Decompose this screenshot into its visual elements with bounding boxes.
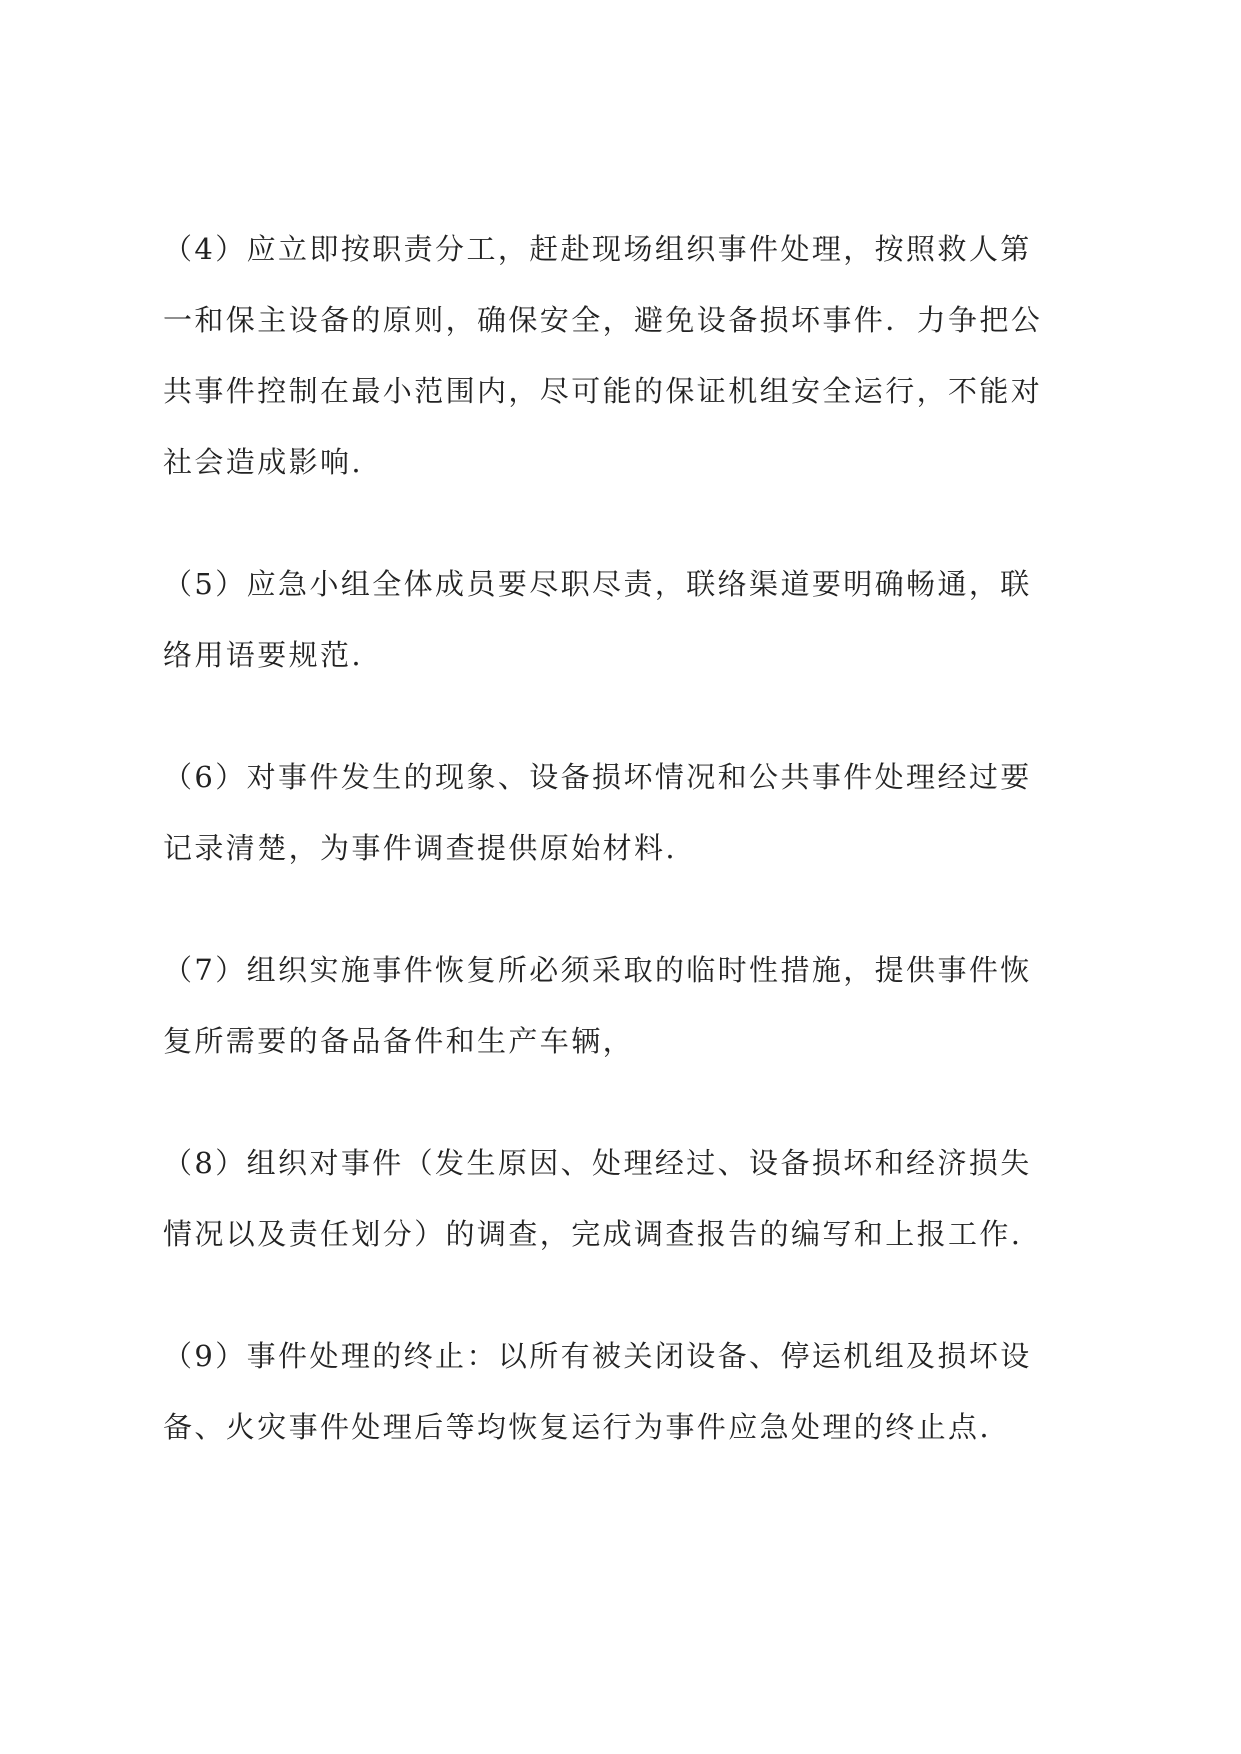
text-line: 备、火灾事件处理后等均恢复运行为事件应急处理的终止点. bbox=[163, 1410, 992, 1444]
paragraph-5 bbox=[163, 549, 1093, 691]
text-line: （8）组织对事件（发生原因、处理经过、设备损坏和经济损失 bbox=[163, 1146, 1032, 1180]
text-line: 络用语要规范. bbox=[163, 638, 364, 672]
paragraph-9 bbox=[163, 1321, 1093, 1463]
paragraph-4 bbox=[163, 214, 1093, 498]
text-line: （7）组织实施事件恢复所必须采取的临时性措施，提供事件恢 bbox=[163, 953, 1032, 987]
text-line: （6）对事件发生的现象、设备损坏情况和公共事件处理经过要 bbox=[163, 760, 1032, 794]
text-line: 复所需要的备品备件和生产车辆， bbox=[163, 1024, 635, 1058]
text-line: 社会造成影响. bbox=[163, 445, 364, 479]
paragraph-6 bbox=[163, 742, 1093, 884]
text-line: 记录清楚，为事件调查提供原始材料. bbox=[163, 831, 678, 865]
text-line: （9）事件处理的终止：以所有被关闭设备、停运机组及损坏设 bbox=[163, 1339, 1032, 1373]
text-line: （5）应急小组全体成员要尽职尽责，联络渠道要明确畅通，联 bbox=[163, 567, 1032, 601]
paragraph-7 bbox=[163, 935, 1093, 1077]
text-line: 一和保主设备的原则，确保安全，避免设备损坏事件．力争把公 bbox=[163, 303, 1043, 337]
text-line: 情况以及责任划分）的调查，完成调查报告的编写和上报工作. bbox=[163, 1217, 1023, 1251]
text-line: 共事件控制在最小范围内，尽可能的保证机组安全运行，不能对 bbox=[163, 374, 1043, 408]
text-line: （4）应立即按职责分工，赶赴现场组织事件处理，按照救人第 bbox=[163, 232, 1032, 266]
paragraph-8 bbox=[163, 1128, 1093, 1270]
